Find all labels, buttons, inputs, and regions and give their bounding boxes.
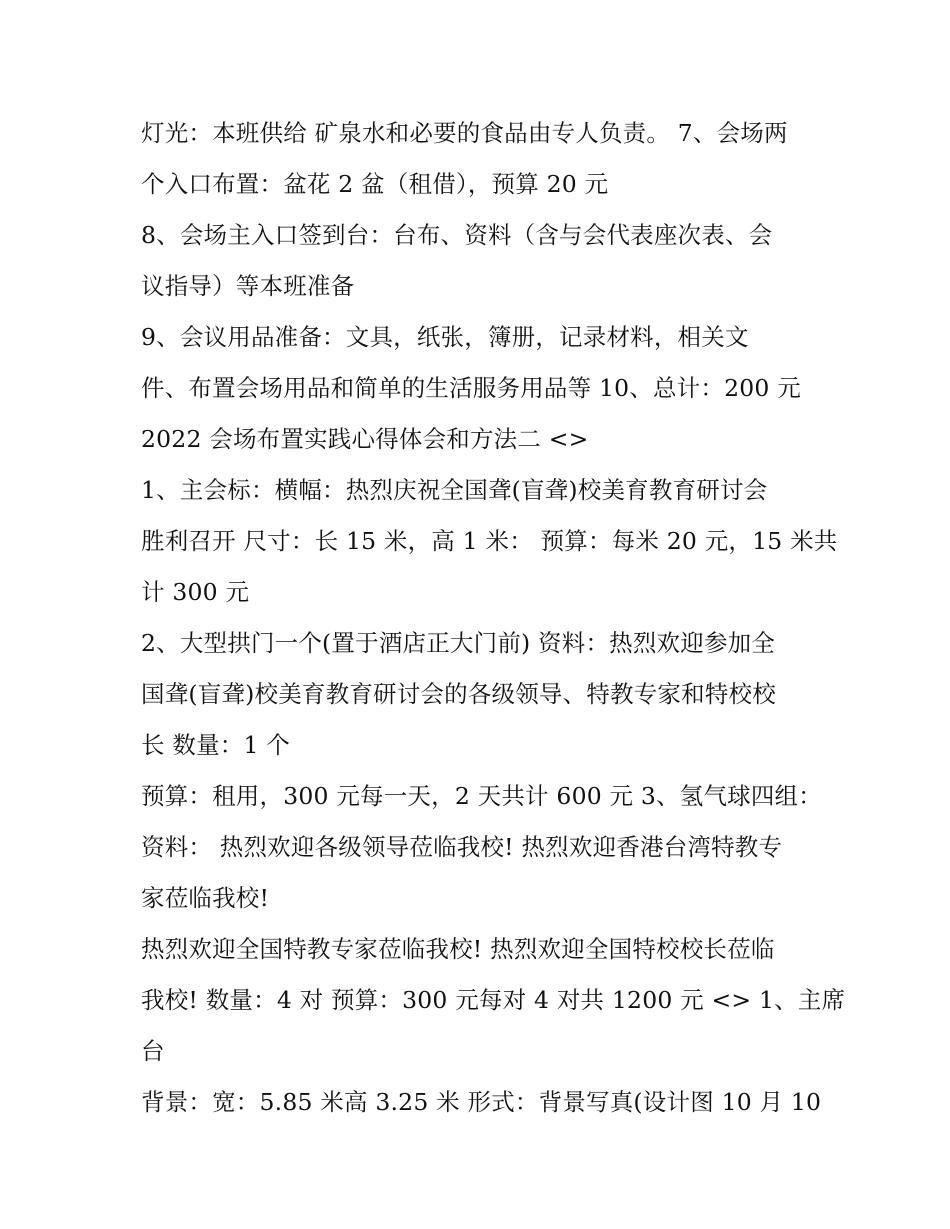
text-line: 热烈欢迎全国特教专家莅临我校! 热烈欢迎全国特校校长莅临: [141, 935, 775, 963]
text-line: 台: [141, 1037, 165, 1065]
text-line: 国聋(盲聋)校美育教育研讨会的各级领导、特教专家和特校校: [141, 680, 776, 708]
text-line: 我校! 数量：4 对 预算：300 元每对 4 对共 1200 元 <> 1、主席: [141, 986, 846, 1014]
text-line: 家莅临我校!: [141, 884, 270, 912]
text-line: 议指导）等本班准备: [141, 272, 355, 300]
section-heading: 2022 会场布置实践心得体会和方法二 <>: [141, 425, 589, 453]
text-line: 资料： 热烈欢迎各级领导莅临我校! 热烈欢迎香港台湾特教专: [141, 833, 783, 861]
text-line: 背景：宽：5.85 米高 3.25 米 形式：背景写真(设计图 10 月 10: [141, 1088, 822, 1116]
text-line: 个入口布置：盆花 2 盆（租借），预算 20 元: [141, 170, 609, 198]
text-line: 1、主会标：横幅：热烈庆祝全国聋(盲聋)校美育教育研讨会: [141, 476, 768, 504]
text-line: 胜利召开 尺寸：长 15 米，高 1 米： 预算：每米 20 元，15 米共: [141, 527, 838, 555]
text-line: 计 300 元: [141, 578, 250, 606]
text-line: 8、会场主入口签到台：台布、资料（含与会代表座次表、会: [141, 221, 773, 249]
text-line: 件、布置会场用品和简单的生活服务用品等 10、总计：200 元: [141, 374, 801, 402]
text-line: 预算：租用，300 元每一天，2 天共计 600 元 3、氢气球四组：: [141, 782, 822, 810]
text-line: 灯光：本班供给 矿泉水和必要的食品由专人负责。 7、会场两: [141, 119, 788, 147]
text-line: 2、大型拱门一个(置于酒店正大门前) 资料：热烈欢迎参加全: [141, 629, 776, 657]
text-line: 9、会议用品准备：文具，纸张，簿册，记录材料，相关文: [141, 323, 749, 351]
text-line: 长 数量：1 个: [141, 731, 290, 759]
document-body: [141, 108, 846, 1128]
